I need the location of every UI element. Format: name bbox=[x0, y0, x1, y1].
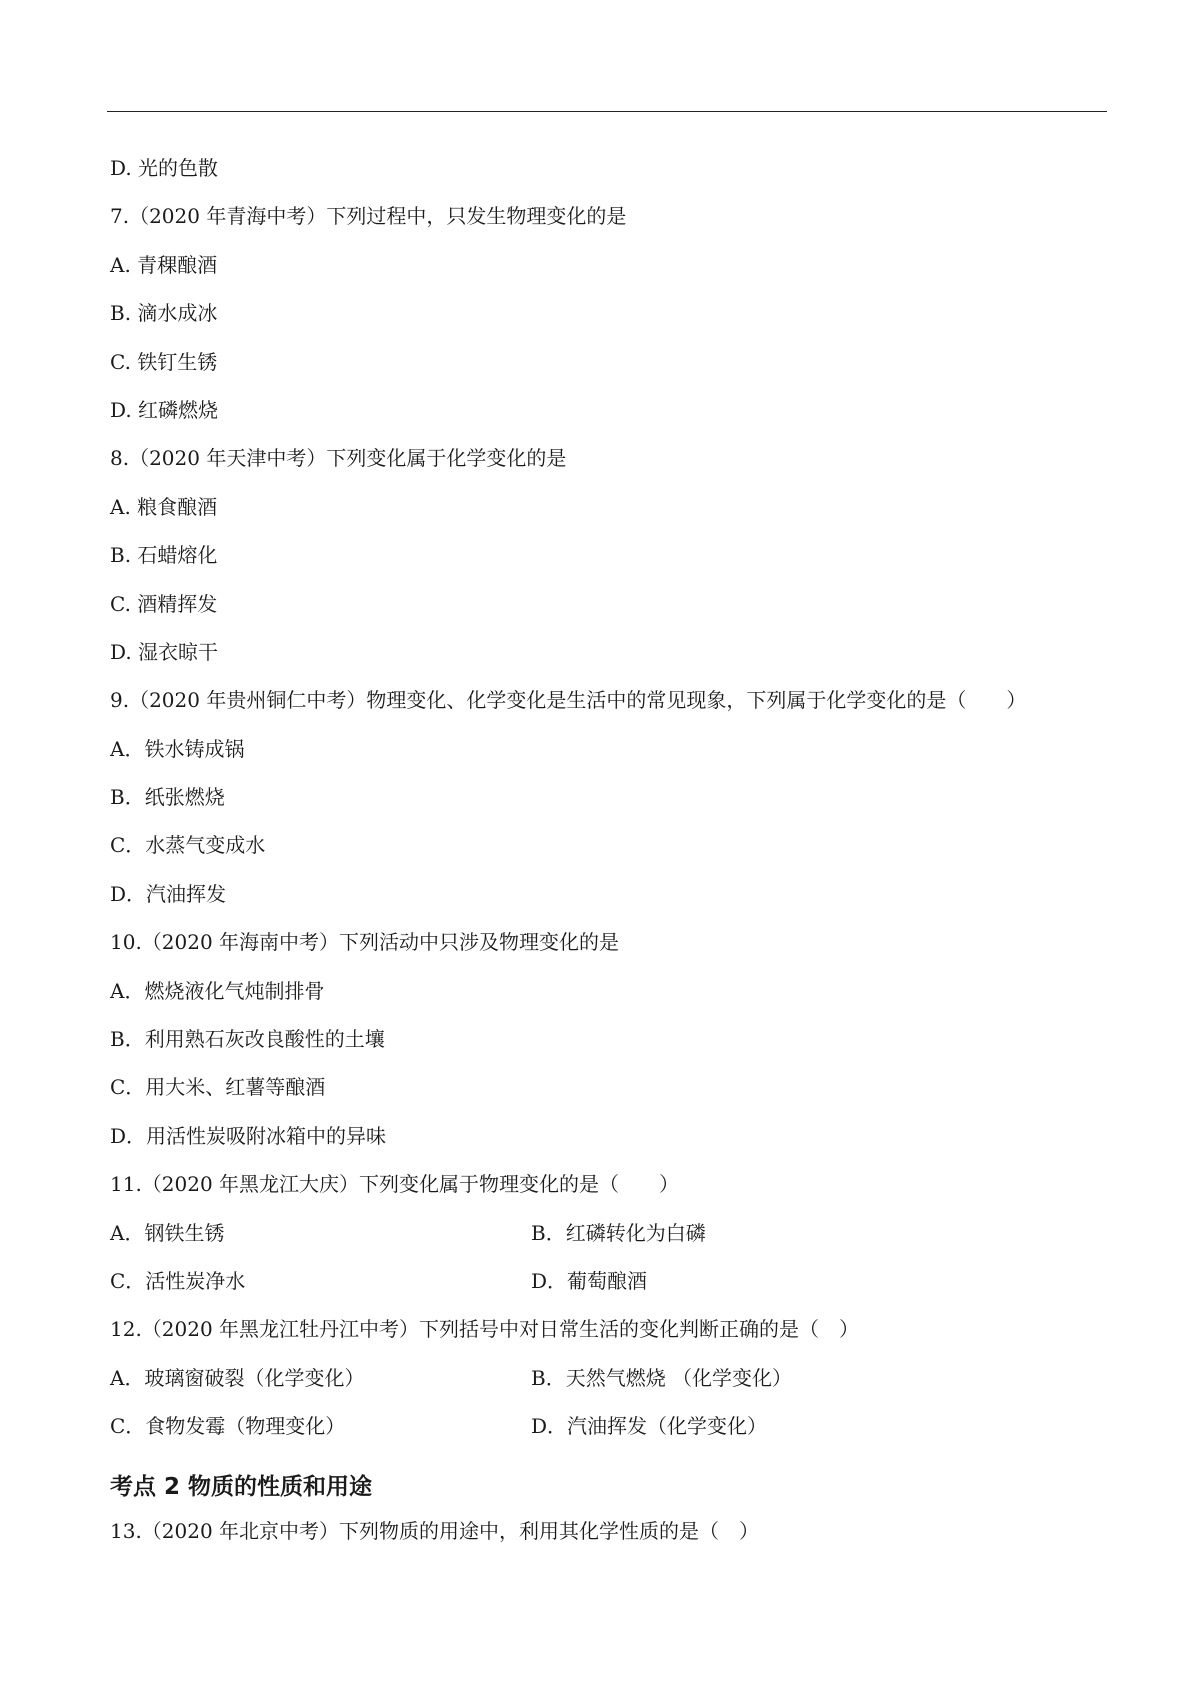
option-line: C. 酒精挥发 bbox=[110, 591, 218, 616]
option-right: D．汽油挥发（化学变化） bbox=[531, 1414, 768, 1439]
option-line: A. 青稞酿酒 bbox=[110, 252, 218, 277]
option-line: A. 粮食酿酒 bbox=[110, 494, 218, 519]
option-line: D．用活性炭吸附冰箱中的异味 bbox=[110, 1123, 387, 1148]
question-stem: 7.（2020 年青海中考）下列过程中，只发生物理变化的是 bbox=[110, 204, 627, 229]
option-line: A．铁水铸成锅 bbox=[110, 736, 245, 761]
header-rule bbox=[107, 111, 1107, 112]
section-heading: 考点 2 物质的性质和用途 bbox=[110, 1473, 373, 1500]
document-body bbox=[110, 148, 1100, 1559]
option-line: C．水蒸气变成水 bbox=[110, 833, 266, 858]
question-stem: 10.（2020 年海南中考）下列活动中只涉及物理变化的是 bbox=[110, 930, 620, 955]
option-line: D．汽油挥发 bbox=[110, 881, 227, 906]
question-stem: 12.（2020 年黑龙江牡丹江中考）下列括号中对日常生活的变化判断正确的是（ ） bbox=[110, 1317, 860, 1342]
option-line: B．利用熟石灰改良酸性的土壤 bbox=[110, 1027, 385, 1052]
option-line: C．用大米、红薯等酿酒 bbox=[110, 1075, 326, 1100]
option-row bbox=[110, 1213, 1100, 1261]
option-left: A．钢铁生锈 bbox=[110, 1220, 225, 1245]
option-right: D．葡萄酿酒 bbox=[531, 1268, 648, 1293]
option-line: D. 光的色散 bbox=[110, 156, 219, 180]
option-left: C．活性炭净水 bbox=[110, 1268, 246, 1293]
option-line: B. 石蜡熔化 bbox=[110, 543, 218, 568]
option-line: B. 滴水成冰 bbox=[110, 301, 218, 326]
option-row bbox=[110, 1261, 1100, 1309]
question-stem: 8.（2020 年天津中考）下列变化属于化学变化的是 bbox=[110, 446, 567, 471]
option-left: C．食物发霉（物理变化） bbox=[110, 1414, 346, 1439]
option-line: D. 湿衣晾干 bbox=[110, 639, 219, 664]
option-right: B．红磷转化为白磷 bbox=[531, 1220, 706, 1245]
option-right: B．天然气燃烧 （化学变化） bbox=[531, 1365, 793, 1390]
option-line: C. 铁钉生锈 bbox=[110, 349, 218, 374]
option-line: B．纸张燃烧 bbox=[110, 785, 225, 810]
option-row bbox=[110, 1358, 1100, 1406]
question-stem: 11.（2020 年黑龙江大庆）下列变化属于物理变化的是（ ） bbox=[110, 1172, 680, 1197]
option-line: A．燃烧液化气炖制排骨 bbox=[110, 978, 325, 1003]
question-stem: 13.（2020 年北京中考）下列物质的用途中，利用其化学性质的是（ ） bbox=[110, 1518, 760, 1543]
option-left: A．玻璃窗破裂（化学变化） bbox=[110, 1365, 365, 1390]
option-row bbox=[110, 1406, 1100, 1454]
question-stem: 9.（2020 年贵州铜仁中考）物理变化、化学变化是生活中的常见现象，下列属于化学变化的是（ ） bbox=[110, 688, 1027, 713]
option-line: D. 红磷燃烧 bbox=[110, 397, 219, 422]
